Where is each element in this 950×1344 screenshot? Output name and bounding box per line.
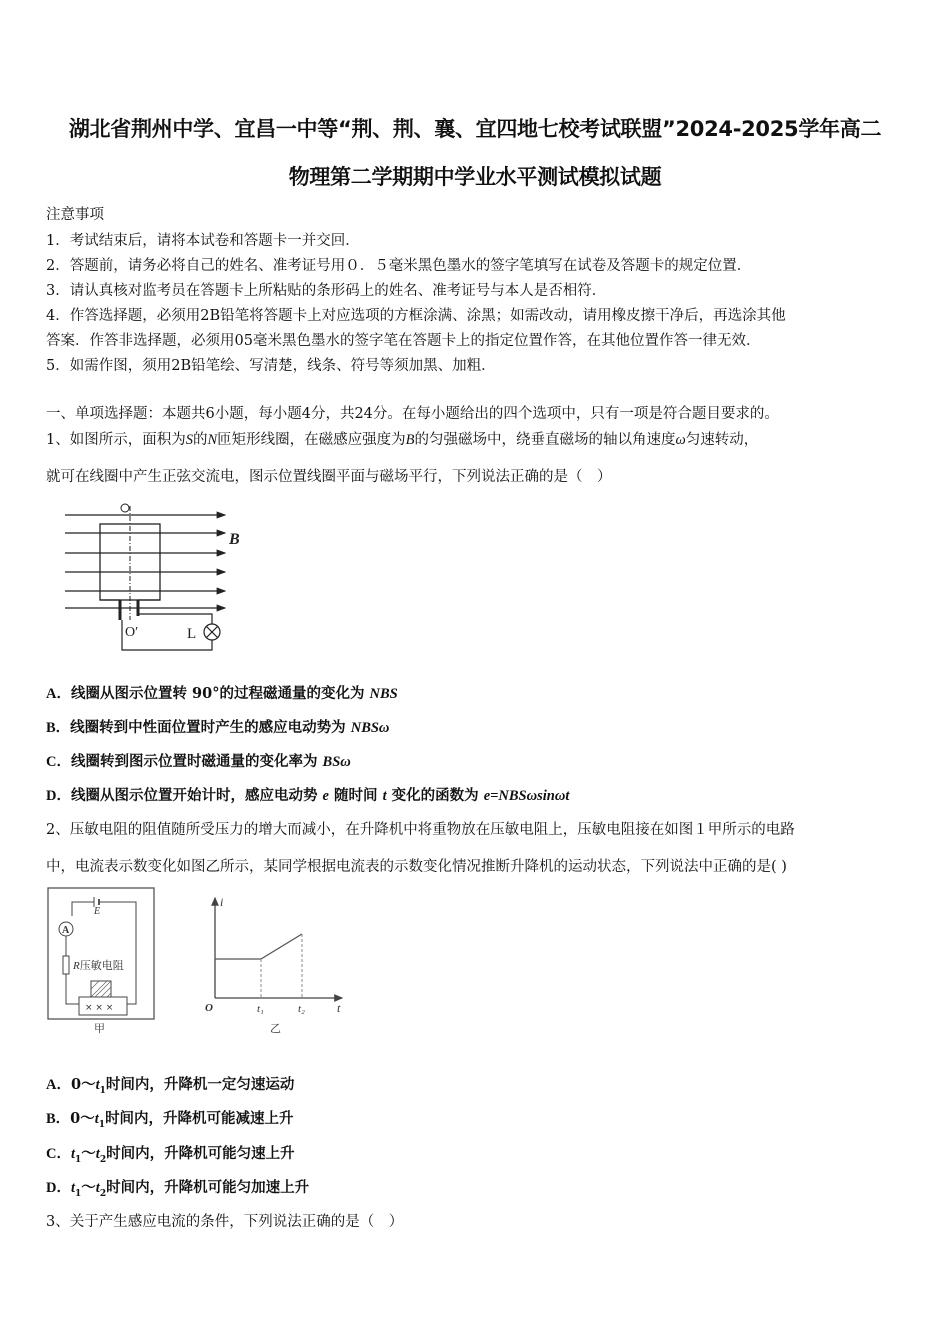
- document-title-line1: 湖北省荆州中学、宜昌一中等“荆、荆、襄、宜四地七校考试联盟”2024-2025学年高二: [68, 117, 882, 141]
- q2-option-a[interactable]: A．$0\sim t_1$时间内，升降机一定匀速运动: [46, 1076, 295, 1096]
- notice-item-2: 2．答题前，请务必将自己的姓名、准考证号用０．５毫米黑色墨水的签字笔填写在试卷及答题卡的规定位置．: [46, 258, 752, 274]
- svg-text:O′: O′: [125, 625, 139, 640]
- svg-text:t₁: t₁: [257, 1003, 264, 1015]
- svg-text:L: L: [187, 626, 197, 642]
- notice-heading: 注意事项: [46, 207, 104, 223]
- q2-option-c[interactable]: C．$t_1\sim t_2$时间内，升降机可能匀速上升: [46, 1145, 295, 1165]
- q1-option-a[interactable]: A．线圈从图示位置转 90°的过程磁通量的变化为 NBS: [46, 685, 398, 702]
- q1-option-d[interactable]: D．线圈从图示位置开始计时，感应电动势 e 随时间 t 变化的函数为 e=NBSωsinωt: [46, 787, 570, 804]
- q2-circuit-figure: [44, 886, 164, 1036]
- q2-option-d[interactable]: D．$t_1\sim t_2$时间内，升降机可能匀加速上升: [46, 1179, 310, 1199]
- notice-item-4-cont: 答案．作答非选择题，必须用05毫米黑色墨水的签字笔在答题卡上的指定位置作答，在其他位置作答一律无效．: [46, 333, 761, 349]
- q2-option-b[interactable]: B．$0\sim t_1$时间内，升降机可能减速上升: [46, 1110, 294, 1130]
- notice-item-1: 1．考试结束后，请将本试卷和答题卡一并交回．: [46, 233, 360, 249]
- svg-text:O: O: [205, 1002, 213, 1014]
- svg-text:R压敏电阻: R压敏电阻: [73, 959, 124, 972]
- notice-item-3: 3．请认真核对监考员在答题卡上所粘贴的条形码上的姓名、准考证号与本人是否相符．: [46, 283, 607, 299]
- q2-stem-line2: 中，电流表示数变化如图乙所示，某同学根据电流表的示数变化情况推断升降机的运动状态，下列说法中正确的是( ): [46, 859, 787, 875]
- notice-item-4: 4．作答选择题，必须用2B铅笔将答题卡上对应选项的方框涂满、涂黑；如需改动，请用橡皮擦干净后，再选涂其他: [46, 308, 786, 324]
- section-heading: 一、单项选择题：本题共6小题，每小题4分，共24分。在每小题给出的四个选项中，只有一项是符合题目要求的。: [46, 406, 779, 422]
- q1-option-c[interactable]: C．线圈转到图示位置时磁通量的变化率为 BSω: [46, 753, 351, 770]
- q3-stem: 3、关于产生感应电流的条件，下列说法正确的是（ ）: [46, 1214, 404, 1230]
- q1-stem-line2: 就可在线圈中产生正弦交流电，图示位置线圈平面与磁场平行，下列说法正确的是（ ）: [46, 469, 612, 485]
- svg-text:t₂: t₂: [298, 1003, 305, 1015]
- svg-text:t: t: [337, 1001, 341, 1015]
- svg-text:E: E: [94, 906, 101, 917]
- svg-text:i: i: [220, 895, 224, 909]
- svg-text:A: A: [62, 925, 70, 936]
- notice-item-5: 5．如需作图，须用2B铅笔绘、写清楚，线条、符号等须加黑、加粗．: [46, 358, 496, 374]
- svg-text:× × ×: × × ×: [85, 1003, 114, 1013]
- q2-current-graph: [200, 892, 350, 1037]
- q1-option-b[interactable]: B．线圈转到中性面位置时产生的感应电动势为 NBSω: [46, 719, 390, 736]
- q1-coil-figure: [55, 498, 245, 658]
- svg-text:甲: 甲: [94, 1022, 105, 1035]
- svg-text:B: B: [229, 531, 240, 548]
- q1-stem-line1: 1、如图所示，面积为S的N匝矩形线圈，在磁感应强度为B的匀强磁场中，绕垂直磁场的轴以角速度ω匀速转动，: [46, 432, 759, 448]
- svg-text:乙: 乙: [270, 1022, 281, 1035]
- lamp-icon: [204, 624, 220, 640]
- q2-stem-line1: 2、压敏电阻的阻值随所受压力的增大而减小，在升降机中将重物放在压敏电阻上，压敏电阻接在如图１甲所示的电路: [46, 822, 795, 838]
- document-title-line2: 物理第二学期期中学业水平测试模拟试题: [288, 165, 662, 189]
